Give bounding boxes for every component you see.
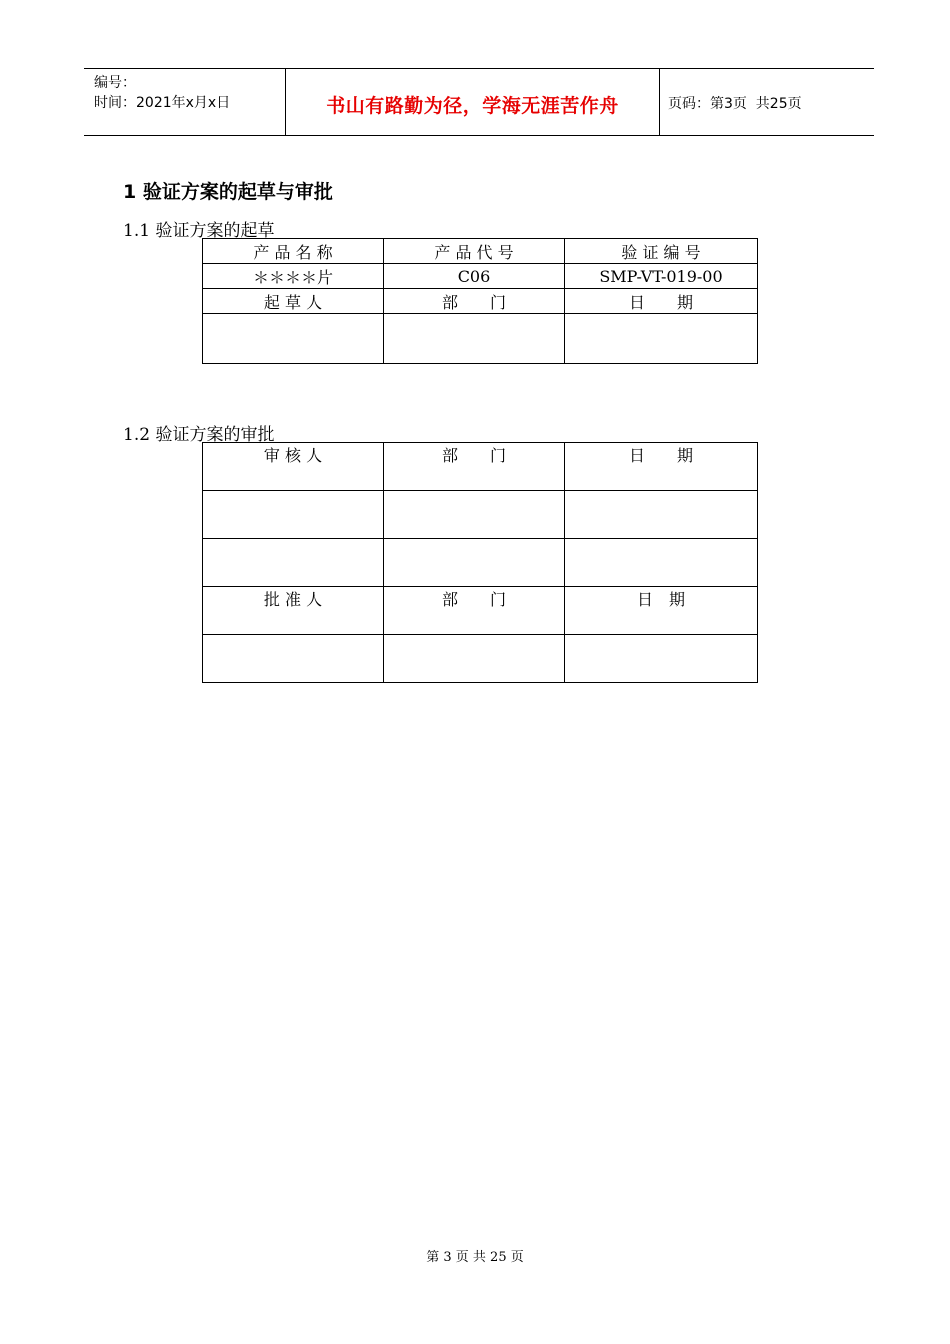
header-drafter: 起 草 人 <box>203 289 384 314</box>
subsection-approval-title: 1.2 验证方案的审批 <box>123 425 275 445</box>
table-row <box>203 635 758 683</box>
subsection-draft-title: 1.1 验证方案的起草 <box>123 221 275 241</box>
header-approver: 批 准 人 <box>203 587 384 635</box>
page-footer <box>0 1246 950 1265</box>
header-page-info-text: 页码：第3页 共25页 <box>668 96 802 112</box>
header-department: 部 门 <box>384 443 565 491</box>
cell-reviewer-date[interactable] <box>565 539 758 587</box>
header-product-code: 产 品 代 号 <box>384 239 565 264</box>
table-row <box>203 239 758 264</box>
header-page-info <box>660 69 874 135</box>
header-date: 日 期 <box>565 587 758 635</box>
cell-reviewer-signature[interactable] <box>203 539 384 587</box>
table-row <box>203 264 758 289</box>
header-date: 日 期 <box>565 289 758 314</box>
cell-drafter-date[interactable] <box>565 314 758 364</box>
document-number-label: 编号： <box>94 75 136 91</box>
header-date: 日 期 <box>565 443 758 491</box>
section-title: 1 验证方案的起草与审批 <box>123 181 333 203</box>
draft-table <box>202 238 758 364</box>
cell-reviewer-department[interactable] <box>384 539 565 587</box>
header-product-name: 产 品 名 称 <box>203 239 384 264</box>
cell-approver-department[interactable] <box>384 635 565 683</box>
approval-table <box>202 442 758 683</box>
table-row <box>203 539 758 587</box>
cell-validation-number: SMP-VT-019-00 <box>565 264 758 289</box>
header-reviewer: 审 核 人 <box>203 443 384 491</box>
cell-approver-date[interactable] <box>565 635 758 683</box>
table-row <box>203 289 758 314</box>
header-department: 部 门 <box>384 587 565 635</box>
header-meta <box>84 69 286 135</box>
cell-reviewer-signature[interactable] <box>203 491 384 539</box>
document-date-label: 时间：2021年x月x日 <box>94 95 231 111</box>
cell-product-code: C06 <box>384 264 565 289</box>
cell-drafter-signature[interactable] <box>203 314 384 364</box>
header-validation-number: 验 证 编 号 <box>565 239 758 264</box>
table-row <box>203 587 758 635</box>
table-row <box>203 491 758 539</box>
cell-approver-signature[interactable] <box>203 635 384 683</box>
cell-drafter-department[interactable] <box>384 314 565 364</box>
cell-reviewer-date[interactable] <box>565 491 758 539</box>
cell-product-name: ＊＊＊＊片 <box>203 264 384 289</box>
cell-reviewer-department[interactable] <box>384 491 565 539</box>
table-row <box>203 314 758 364</box>
header-motto: 书山有路勤为径，学海无涯苦作舟 <box>286 69 660 135</box>
footer-page-number: 第 3 页 共 25 页 <box>426 1250 524 1265</box>
page-header <box>84 68 874 136</box>
header-department: 部 门 <box>384 289 565 314</box>
table-row <box>203 443 758 491</box>
